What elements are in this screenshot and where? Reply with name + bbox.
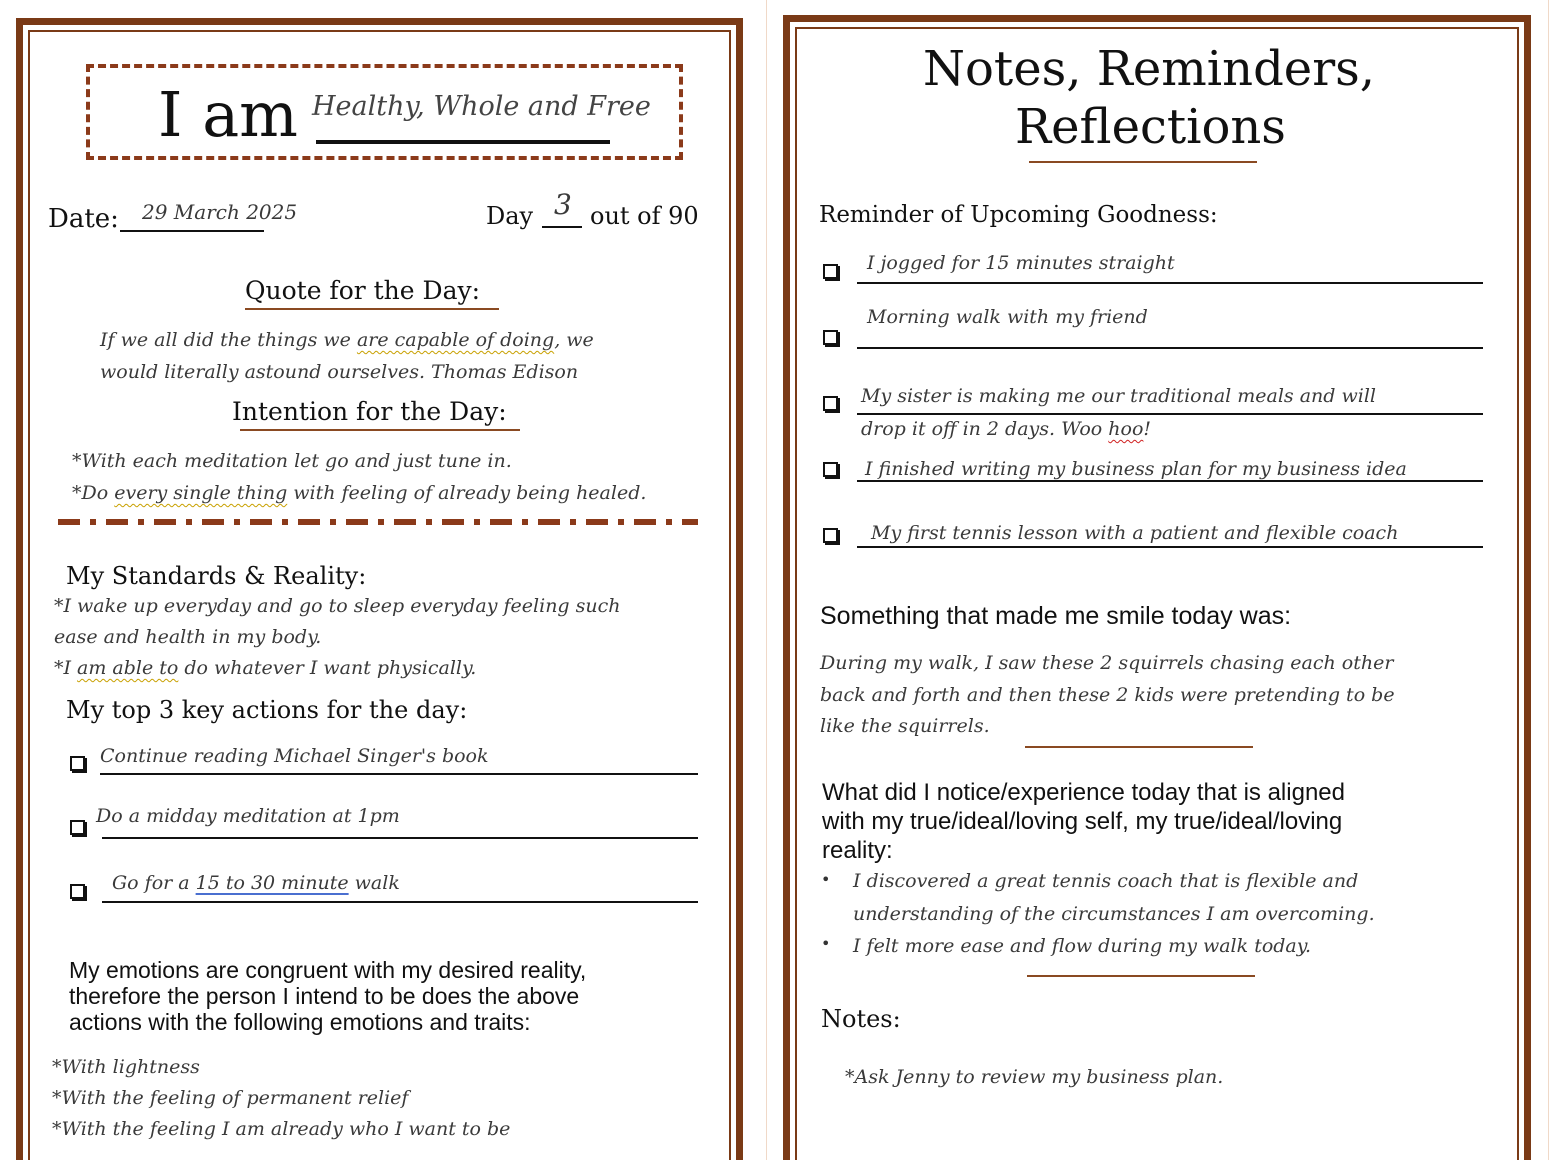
reminder-item-3-cont-b: hoo <box>1108 418 1144 440</box>
reminder-checkbox-1[interactable] <box>823 264 838 279</box>
intention-line-2-b: every single thing <box>114 482 288 504</box>
action-item-1[interactable]: Continue reading Michael Singer's book <box>100 745 489 767</box>
smile-line-3: like the squirrels. <box>820 715 990 737</box>
emotions-line-2: therefore the person I intend to be does the above <box>69 983 580 1009</box>
right-page <box>766 0 1549 1160</box>
intention-line-2 <box>72 479 646 507</box>
date-underline <box>120 230 264 232</box>
quote-line-1-b: are capable of doing <box>356 329 555 351</box>
aligned-divider <box>1027 975 1255 977</box>
day-underline <box>542 226 582 228</box>
notes-line-1[interactable]: *Ask Jenny to review my business plan. <box>845 1066 1224 1088</box>
action-checkbox-3[interactable] <box>70 884 85 899</box>
reminder-item-4[interactable]: I finished writing my business plan for my business idea <box>865 458 1407 480</box>
reminder-item-2[interactable]: Morning walk with my friend <box>867 306 1148 328</box>
action-checkbox-2[interactable] <box>70 820 85 835</box>
action-item-3[interactable] <box>112 869 400 897</box>
action-checkbox-1[interactable] <box>70 756 85 771</box>
smile-heading: Something that made me smile today was: <box>820 602 1292 630</box>
emotions-line-1: My emotions are congruent with my desired reality, <box>69 957 587 983</box>
emotion-item-2: *With the feeling of permanent relief <box>52 1087 409 1109</box>
reminder-item-1[interactable]: I jogged for 15 minutes straight <box>867 252 1175 274</box>
quote-line-1 <box>100 326 594 354</box>
aligned-bullet-2: • <box>821 934 831 953</box>
intention-line-1: *With each meditation let go and just tune in. <box>72 450 512 472</box>
quote-heading-underline <box>245 308 499 310</box>
action-item-3-a: Go for a <box>112 872 196 894</box>
reminder-line-2 <box>857 347 1483 349</box>
quote-line-1-c: , we <box>554 329 594 351</box>
right-page-inner-border <box>795 27 1519 1160</box>
standards-heading: My Standards & Reality: <box>66 562 367 590</box>
reminder-checkbox-4[interactable] <box>823 462 838 477</box>
date-label: Date: <box>48 204 119 234</box>
left-page <box>0 0 760 1160</box>
reminder-item-3-continued <box>861 415 1151 443</box>
standards-line-3-c: do whatever I want physically. <box>178 657 477 679</box>
i-am-value[interactable]: Healthy, Whole and Free <box>312 91 651 122</box>
aligned-bullet-2-text: I felt more ease and flow during my walk today. <box>853 935 1312 957</box>
aligned-heading-1: What did I notice/experience today that is aligned <box>822 779 1345 806</box>
smile-line-1: During my walk, I saw these 2 squirrels chasing each other <box>820 652 1394 674</box>
quote-line-2: would literally astound ourselves. Thomas Edison <box>100 361 579 383</box>
quote-heading: Quote for the Day: <box>245 276 481 305</box>
intention-heading: Intention for the Day: <box>232 397 507 426</box>
standards-line-3 <box>54 654 476 682</box>
section-divider <box>58 519 698 525</box>
day-suffix: out of 90 <box>590 202 699 230</box>
actions-heading: My top 3 key actions for the day: <box>66 696 468 724</box>
reminder-line-1 <box>857 282 1483 284</box>
reminder-line-4 <box>857 480 1483 482</box>
day-value[interactable]: 3 <box>554 188 572 221</box>
standards-line-3-b: am able to <box>77 657 179 679</box>
page-title-line-2: Reflections <box>1015 99 1286 155</box>
reminder-item-5[interactable]: My first tennis lesson with a patient and flexible coach <box>871 522 1399 544</box>
standards-line-2: ease and health in my body. <box>54 626 322 648</box>
date-value[interactable]: 29 March 2025 <box>142 200 298 224</box>
emotion-item-3: *With the feeling I am already who I want to be <box>52 1118 511 1140</box>
emotions-line-3: actions with the following emotions and traits: <box>69 1009 531 1035</box>
smile-line-2: back and forth and then these 2 kids were pretending to be <box>820 684 1395 706</box>
action-item-3-b: 15 to 30 minute <box>195 872 349 894</box>
intention-heading-underline <box>240 429 520 431</box>
action-line-2 <box>102 837 698 839</box>
reminder-line-5 <box>857 546 1483 548</box>
emotion-item-1: *With lightness <box>52 1056 200 1078</box>
reminder-checkbox-3[interactable] <box>823 396 838 411</box>
aligned-heading-2: with my true/ideal/loving self, my true/ideal/loving <box>822 808 1343 835</box>
day-label: Day <box>486 202 534 230</box>
action-line-3 <box>102 901 698 903</box>
aligned-bullet-1-line-1: I discovered a great tennis coach that is flexible and <box>853 870 1359 892</box>
action-item-3-c: walk <box>348 872 400 894</box>
quote-line-1-a: If we all did the things we <box>100 329 357 351</box>
reminder-item-3-cont-a: drop it off in 2 days. Woo <box>861 418 1109 440</box>
aligned-heading-3: reality: <box>822 837 893 864</box>
action-item-2[interactable]: Do a midday meditation at 1pm <box>96 805 400 827</box>
notes-heading: Notes: <box>821 1005 901 1033</box>
reminder-checkbox-5[interactable] <box>823 528 838 543</box>
i-am-prefix: I am <box>158 78 298 151</box>
i-am-underline <box>316 140 610 144</box>
intention-line-2-a: *Do <box>72 482 115 504</box>
reminder-item-3-cont-c: ! <box>1143 418 1152 440</box>
reminder-checkbox-2[interactable] <box>823 330 838 345</box>
standards-line-3-a: *I <box>54 657 78 679</box>
title-underline <box>1029 161 1257 163</box>
aligned-bullet-1-line-2: understanding of the circumstances I am overcoming. <box>853 903 1375 925</box>
reminders-heading: Reminder of Upcoming Goodness: <box>819 202 1218 228</box>
intention-line-2-c: with feeling of already being healed. <box>287 482 647 504</box>
page-title-line-1: Notes, Reminders, <box>923 41 1376 97</box>
standards-line-1: *I wake up everyday and go to sleep everyday feeling such <box>54 595 621 617</box>
reminder-item-3[interactable]: My sister is making me our traditional meals and will <box>861 385 1376 407</box>
smile-divider <box>1025 746 1253 748</box>
action-line-1 <box>100 773 698 775</box>
aligned-bullet-1: • <box>821 870 831 889</box>
